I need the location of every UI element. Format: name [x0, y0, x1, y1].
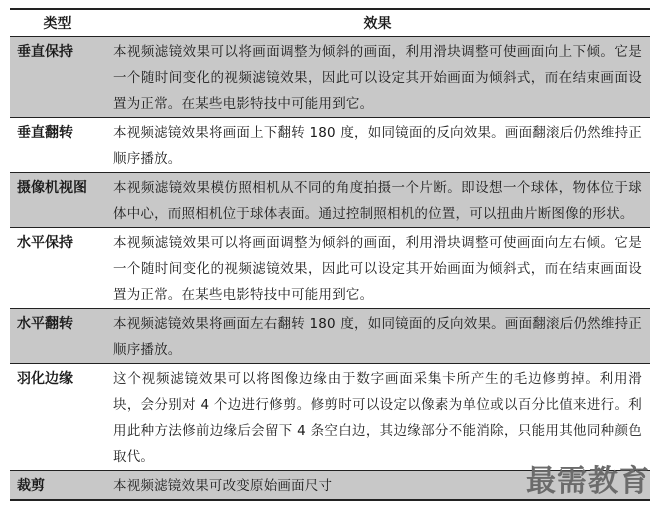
row-effect-description: 本视频滤镜效果将画面左右翻转 180 度，如同镜面的反向效果。画面翻滚后仍然维持正顺序播放。: [105, 309, 650, 364]
table-row: [10, 173, 650, 228]
row-effect-description: 本视频滤镜效果可以将画面调整为倾斜的画面，利用滑块调整可使画面向左右倾。它是一个随时间变化的视频滤镜效果，因此可以设定其开始画面为倾斜式，而在结束画面设置为正常。在某些电影特技中可能用到它。: [105, 228, 650, 309]
row-type-label: 垂直翻转: [10, 118, 105, 173]
row-effect-description: 本视频滤镜效果将画面上下翻转 180 度，如同镜面的反向效果。画面翻滚后仍然维持正顺序播放。: [105, 118, 650, 173]
header-effect: 效果: [105, 9, 650, 37]
watermark-logo: 最需教育: [526, 464, 650, 499]
table-row: [10, 364, 650, 471]
row-type-label: 摄像机视图: [10, 173, 105, 228]
row-effect-description: 本视频滤镜效果可以将画面调整为倾斜的画面，利用滑块调整可使画面向上下倾。它是一个随时间变化的视频滤镜效果，因此可以设定其开始画面为倾斜式，而在结束画面设置为正常。在某些电影特技中可能用到它。: [105, 37, 650, 118]
row-effect-description: 本视频滤镜效果模仿照相机从不同的角度拍摄一个片断。即设想一个球体，物体位于球体中心，而照相机位于球体表面。通过控制照相机的位置，可以扭曲片断图像的形状。: [105, 173, 650, 228]
table-header-row: [10, 9, 650, 37]
row-type-label: 水平保持: [10, 228, 105, 309]
row-type-label: 裁剪: [10, 471, 105, 501]
header-type: 类型: [10, 9, 105, 37]
row-effect-description: 本视频滤镜效果可改变原始画面尺寸: [105, 471, 650, 501]
table-row: [10, 309, 650, 364]
table-row: [10, 118, 650, 173]
table-row: [10, 228, 650, 309]
row-type-label: 水平翻转: [10, 309, 105, 364]
table-row: [10, 37, 650, 118]
row-type-label: 羽化边缘: [10, 364, 105, 471]
row-type-label: 垂直保持: [10, 37, 105, 118]
row-effect-description: 这个视频滤镜效果可以将图像边缘由于数字画面采集卡所产生的毛边修剪掉。利用滑块，会分别对 4 个边进行修剪。修剪时可以设定以像素为单位或以百分比值来进行。利用此种方法修前边缘后会留下 4 条空白边，其边缘部分不能消除，只能用其他同种颜色取代。: [105, 364, 650, 471]
filter-effects-table: [10, 8, 650, 501]
